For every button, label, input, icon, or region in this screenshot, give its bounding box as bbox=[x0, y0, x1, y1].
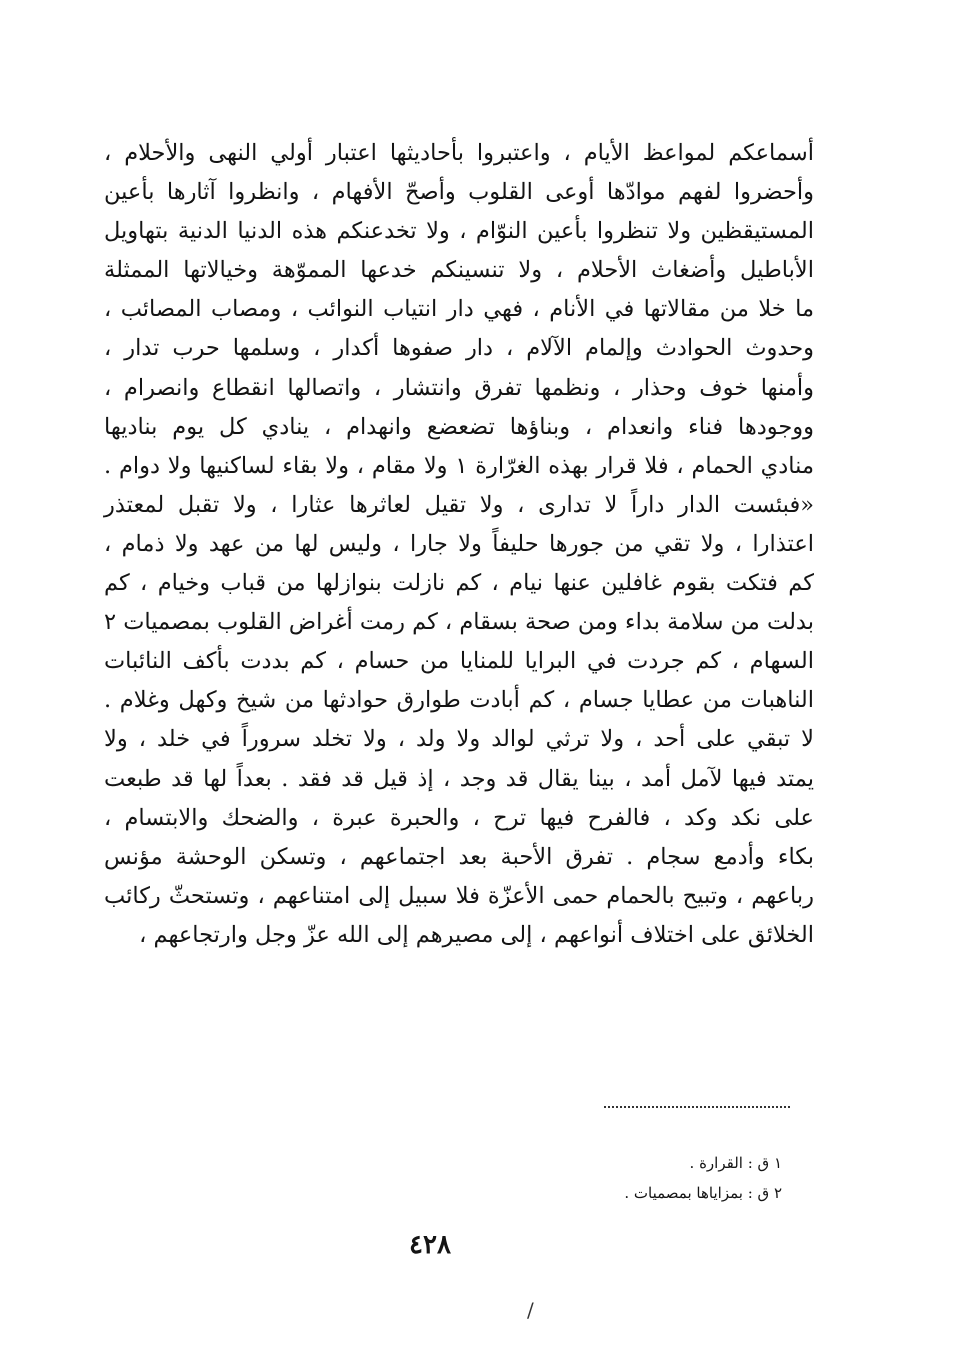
footnote-2: ٢ ق : بمزاياها بمصميات . bbox=[624, 1184, 782, 1202]
text-line: السهام ، كم جردت في البرايا للمنايا من حسام ، كم بددت بأكف النائبات bbox=[104, 648, 814, 675]
text-line: منادي الحمام ، فلا قرار بهذه الغرّارة ١ ولا مقام ، ولا بقاء لساكنيها ولا دوام . bbox=[104, 452, 815, 479]
text-line: على نكد وكد ، فالفرح فيها ترح ، والحبرة عبرة ، والضحك والابتسام ، bbox=[104, 804, 814, 831]
scan-mark: / bbox=[527, 1298, 534, 1322]
text-line: اعتذارا ، ولا تقي من جورها حليفاً ولا جارا ، وليس لها من عهد ولا ذمام ، bbox=[104, 530, 814, 557]
text-line: لا تبقي على أحد ، ولا ترثي لوالد ولا ولد ، ولا تخلد سروراً في خلد ، ولا bbox=[104, 726, 814, 753]
text-line: يمتد فيها لآمل أمد ، بينا يقال قد وجد ، إذ قيل قد فقد . بعداً لها قد طبعت bbox=[104, 765, 814, 792]
text-line: رباعهم ، وتبيح بالحمام حمى الأعزّة فلا سبيل إلى امتناعهم ، وتستحثّ ركائب bbox=[104, 882, 814, 909]
text-line: وأمنها خوف وحذار ، ونظمها تفرق وانتشار ، واتصالها انقطاع وانصرام ، bbox=[104, 374, 814, 401]
text-line: وأحضروا لفهم موادّها أوعى القلوب وأصحّ الأفهام ، وانظروا آثارها بأعين bbox=[104, 179, 814, 206]
text-line: الخلائق على اختلاف أنواعهم ، إلى مصيرهم إلى الله عزّ وجل وارتجاعهم ، bbox=[139, 921, 814, 948]
text-line: «فبئست الدار داراً لا تدارى ، ولا تقيل لعاثرها عثارا ، ولا تقبل لمعتذر bbox=[104, 491, 814, 518]
footnote-1: ١ ق : القرارة . bbox=[689, 1154, 782, 1172]
page-number: ٤٢٨ bbox=[409, 1230, 451, 1260]
text-line: الناهبات من عطايا جسام ، كم أبادت طوارق حوادثها من شيخ وكهل وغلام . bbox=[104, 687, 814, 714]
text-line: ووجودها فناء وانعدام ، وبناؤها تضعضع وانهدام ، ينادي كل يوم بناديها bbox=[104, 413, 814, 440]
text-line: بدلت من سلامة بداء ومن صحة بسقام ، كم رمت أغراض القلوب بمصميات ٢ bbox=[103, 609, 814, 636]
text-line: الأباطيل وأضغاث الأحلام ، ولا تنسينكم خدعها المموّهة وخيالاتها الممثلة bbox=[104, 257, 814, 284]
text-line: كم فتكت بقوم غافلين عنها نيام ، كم نازلت بنوازلها من قباب وخيام ، كم bbox=[104, 570, 814, 597]
text-line: ما خلا من مقالاتها في الأنام ، فهي دار انتياب النوائب ، ومصاب المصائب ، bbox=[104, 296, 814, 323]
footnote-divider bbox=[604, 1106, 790, 1108]
footnotes bbox=[382, 1148, 782, 1208]
text-line: بكاء وأدمع سجام . تفرق الأحبة بعد اجتماعهم ، وتسكن الوحشة مؤنس bbox=[104, 843, 814, 870]
text-line: أسماعكم لمواعظ الأيام ، واعتبروا بأحاديثها اعتبار أولي النهى والأحلام ، bbox=[104, 140, 814, 166]
body-text bbox=[104, 134, 814, 955]
text-line: وحدوث الحوادث وإلمام الآلام ، دار صفوها أكدار ، وسلمها حرب تدار ، bbox=[104, 335, 814, 362]
text-line: المستيقظين ولا تنظروا بأعين النوّام ، ولا تخدعنكم هذه الدنيا الدنية بتهاويل bbox=[104, 218, 814, 245]
